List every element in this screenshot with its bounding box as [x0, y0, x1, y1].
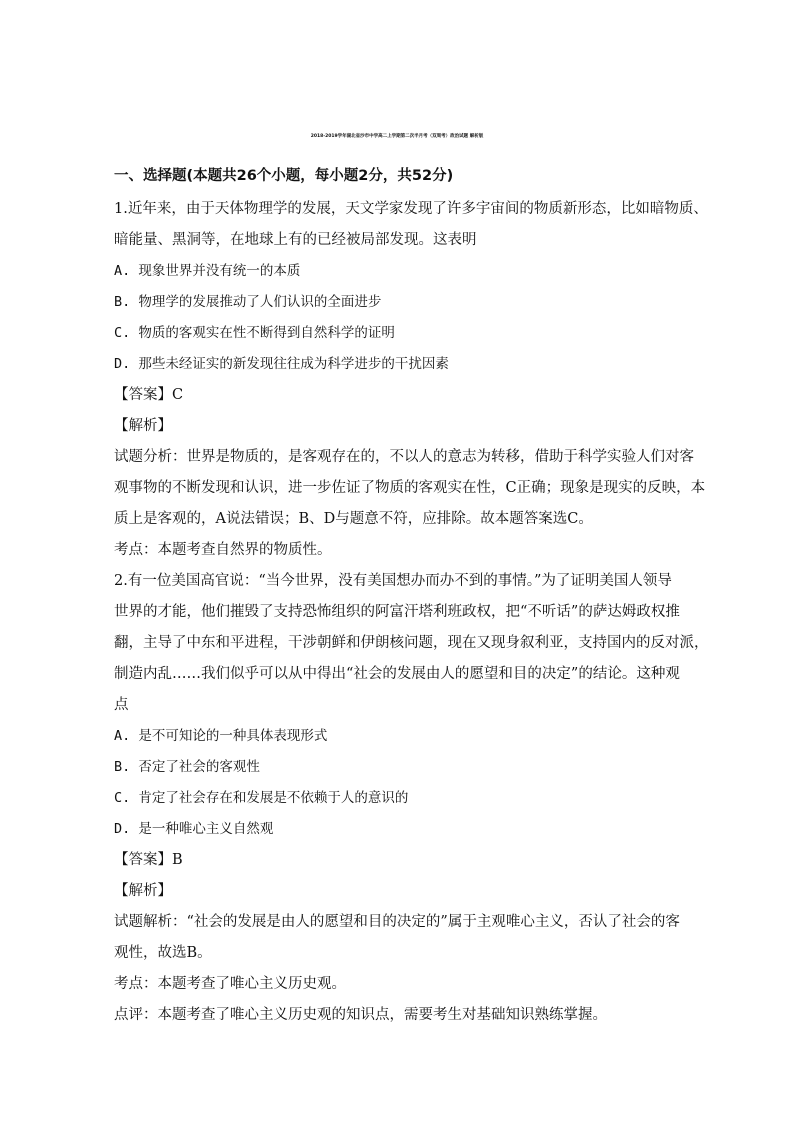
- q1-analysis-line: 质上是客观的，A说法错误；B、D与题意不符，应排除。故本题答案选C。: [114, 511, 593, 527]
- q2-option-b: B. 否定了社会的客观性: [114, 759, 260, 775]
- q2-stem-line: 翻，主导了中东和平进程，干涉朝鲜和伊朗核问题，现在又现身叙利亚，支持国内的反对派，: [114, 635, 709, 651]
- q1-knowledge-point: 考点：本题考查自然界的物质性。: [114, 542, 332, 558]
- q2-knowledge-point: 考点：本题考查了唯心主义历史观。: [114, 976, 346, 992]
- q2-answer: 【答案】B: [114, 852, 183, 868]
- q1-stem-line: 1.近年来，由于天体物理学的发展，天文学家发现了许多宇宙间的物质新形态，比如暗物质、: [114, 201, 708, 217]
- q2-stem-line: 世界的才能，他们摧毁了支持恐怖组织的阿富汗塔利班政权，把“不听话”的萨达姆政权推: [114, 604, 680, 620]
- q1-option-c: C. 物质的客观实在性不断得到自然科学的证明: [114, 325, 395, 341]
- q2-analysis-line: 试题解析：“社会的发展是由人的愿望和目的决定的”属于主观唯心主义，否认了社会的客: [114, 914, 680, 930]
- q2-stem-line: 点: [114, 697, 129, 713]
- q2-stem-line: 2.有一位美国高官说：“当今世界，没有美国想办而办不到的事情。”为了证明美国人领导: [114, 573, 672, 589]
- q2-option-a: A. 是不可知论的一种具体表现形式: [114, 728, 328, 744]
- document-title: 2018-2019学年湖北省沙市中学高二上学期第二次半月考（双周考）政治试题 解析版: [310, 134, 484, 139]
- q1-option-a: A. 现象世界并没有统一的本质: [114, 263, 301, 279]
- q1-analysis-label: 【解析】: [114, 418, 172, 434]
- q1-option-b: B. 物理学的发展推动了人们认识的全面进步: [114, 294, 382, 310]
- q2-analysis-line: 观性，故选B。: [114, 945, 212, 961]
- q1-analysis-line: 试题分析：世界是物质的，是客观存在的，不以人的意志为转移，借助于科学实验人们对客: [114, 449, 694, 465]
- q1-answer: 【答案】C: [114, 387, 184, 403]
- q1-analysis-line: 观事物的不断发现和认识，进一步佐证了物质的客观实在性，C正确；现象是现实的反映，本: [114, 480, 706, 496]
- q2-comment: 点评：本题考查了唯心主义历史观的知识点，需要考生对基础知识熟练掌握。: [114, 1007, 607, 1023]
- q2-analysis-label: 【解析】: [114, 883, 172, 899]
- q2-stem-line: 制造内乱……我们似乎可以从中得出“社会的发展由人的愿望和目的决定”的结论。这种观: [114, 666, 680, 682]
- q1-option-d: D. 那些未经证实的新发现往往成为科学进步的干扰因素: [114, 356, 449, 372]
- q2-option-d: D. 是一种唯心主义自然观: [114, 821, 274, 837]
- section-heading: 一、选择题(本题共26个小题，每小题2分，共52分): [114, 168, 454, 184]
- q1-stem-line: 暗能量、黑洞等，在地球上有的已经被局部发现。这表明: [114, 232, 477, 248]
- q2-option-c: C. 肯定了社会存在和发展是不依赖于人的意识的: [114, 790, 409, 806]
